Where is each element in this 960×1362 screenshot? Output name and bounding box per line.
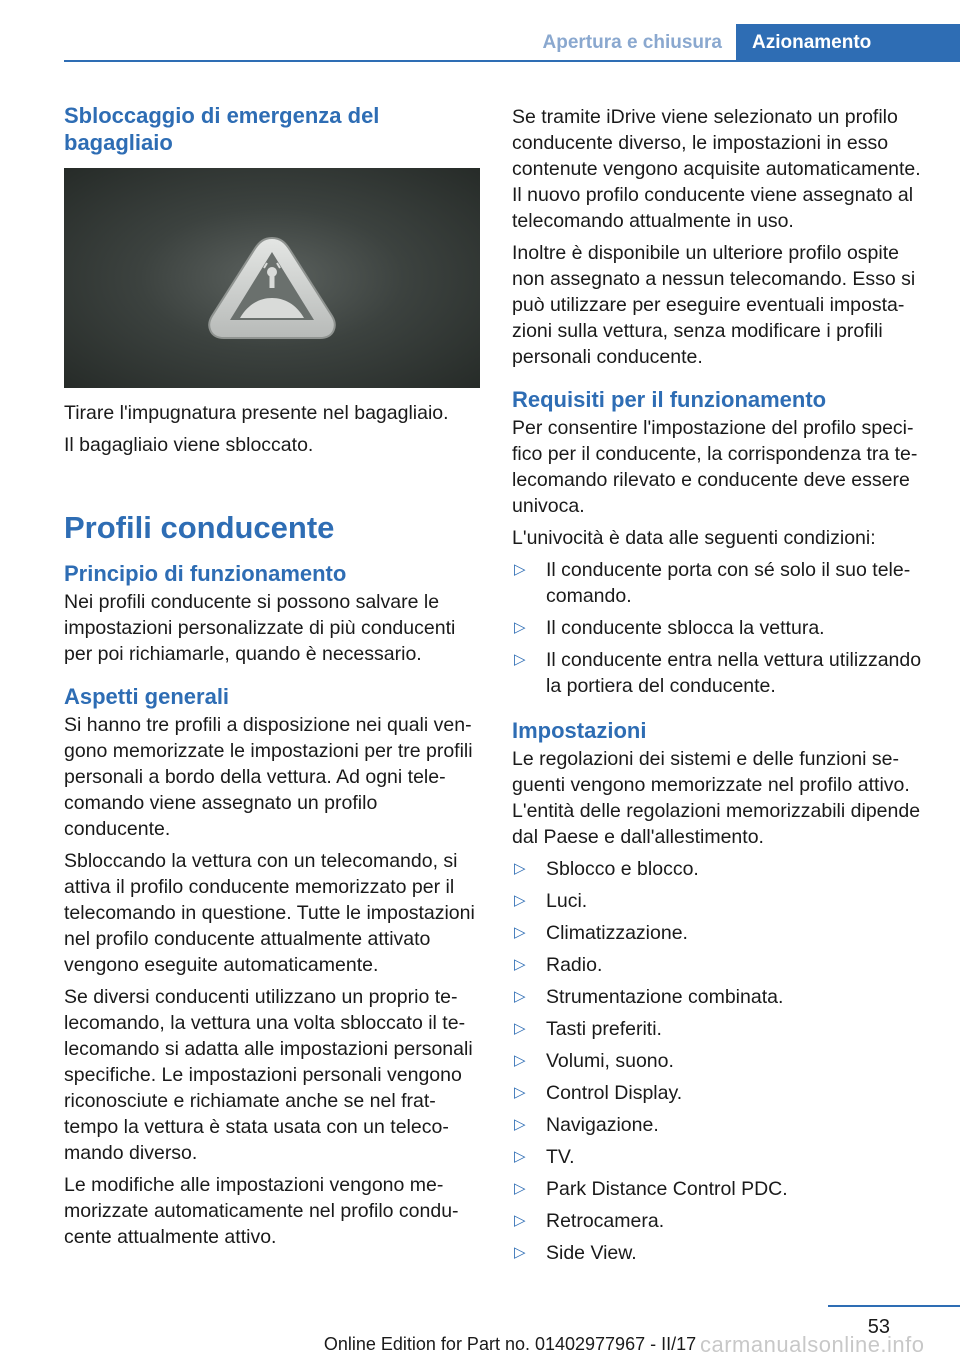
idrive-profile-paragraph: Se tramite iDrive viene selezionato un profilo conducente diverso, le impostazioni in esso contenute vengono acquisite automaticamente. Il nuovo profilo conducente viene assegnato al telecomando attualmente in uso. [512, 106, 921, 232]
setting-text: Control Display. [546, 1082, 683, 1104]
watermark: carmanualsonline.info [700, 1332, 925, 1357]
list-item [512, 920, 928, 946]
triangle-bullet-icon: ▷ [514, 956, 526, 973]
condition-text: Il conducente porta con sé solo il suo telecomando. [546, 559, 911, 607]
list-item [512, 1208, 928, 1234]
list-item [512, 557, 928, 609]
general-heading: Aspetti generali [64, 684, 230, 709]
condition-text: Il conducente sblocca la vettura. [546, 617, 825, 639]
setting-text: Sblocco e blocco. [546, 858, 699, 880]
triangle-bullet-icon: ▷ [514, 892, 526, 909]
requirements-heading: Requisiti per il funzionamento [512, 387, 827, 412]
triangle-bullet-icon: ▷ [514, 1212, 526, 1229]
triangle-bullet-icon: ▷ [514, 619, 526, 636]
guest-profile-paragraph: Inoltre è disponibile un ulteriore profilo ospite non assegnato a nessun telecomando. Esso si può utilizzare per eseguire eventuali impostazioni sulla vettura, senza modificare i profili personali conducente. [512, 242, 916, 368]
emergency-step-2: Il bagagliaio viene sbloccato. [64, 434, 314, 456]
left-column [64, 100, 480, 1250]
conditions-list [512, 557, 928, 699]
setting-text: TV. [546, 1146, 575, 1168]
header-rule [64, 60, 960, 62]
emergency-step-1: Tirare l'impugnatura presente nel bagagliaio. [64, 402, 449, 424]
list-item [512, 856, 928, 882]
triangle-bullet-icon: ▷ [514, 1148, 526, 1165]
setting-text: Navigazione. [546, 1114, 659, 1136]
setting-text: Radio. [546, 954, 603, 976]
triangle-bullet-icon: ▷ [514, 1180, 526, 1197]
list-item [512, 1112, 928, 1138]
list-item [512, 1240, 928, 1266]
general-paragraph-1: Si hanno tre profili a disposizione nei quali vengono memorizzate le impostazioni per tre profili personali a bordo della vettura. Ad ogni telecomando viene assegnato un profilo conducente. [64, 714, 473, 840]
settings-list [512, 856, 928, 1266]
emergency-release-heading: Sbloccaggio di emergenza del bagagliaio [64, 103, 380, 155]
setting-text: Luci. [546, 890, 588, 912]
list-item [512, 1048, 928, 1074]
setting-text: Volumi, suono. [546, 1050, 674, 1072]
list-item [512, 647, 928, 699]
triangle-bullet-icon: ▷ [514, 1116, 526, 1133]
general-paragraph-3: Se diversi conducenti utilizzano un proprio telecomando, la vettura una volta sbloccato il telecomando si adatta alle impostazioni personali specifiche. Le impostazioni personali vengono riconosciute e richiamate anche se nel frattempo la vettura è stata usata con un telecomando diverso. [64, 986, 473, 1164]
trunk-release-handle-image [64, 168, 480, 388]
triangle-bullet-icon: ▷ [514, 860, 526, 877]
general-paragraph-4: Le modifiche alle impostazioni vengono memorizzate automaticamente nel profilo conducente attualmente attivo. [64, 1174, 459, 1248]
setting-text: Side View. [546, 1242, 637, 1264]
list-item [512, 1144, 928, 1170]
footer-rule [828, 1305, 960, 1307]
list-item [512, 984, 928, 1010]
setting-text: Strumentazione combinata. [546, 986, 784, 1008]
right-column [512, 100, 928, 1266]
list-item [512, 1016, 928, 1042]
trunk-handle-illustration [64, 168, 480, 388]
triangle-bullet-icon: ▷ [514, 988, 526, 1005]
condition-text: Il conducente entra nella vettura utilizzando la portiera del conducente. [546, 649, 922, 697]
triangle-bullet-icon: ▷ [514, 561, 526, 578]
chapter-title-driver-profiles: Profili conducente [64, 510, 335, 545]
list-item [512, 615, 928, 641]
settings-paragraph: Le regolazioni dei sistemi e delle funzioni seguenti vengono memorizzate nel profilo attivo. L'entità delle regolazioni memorizzabili dipende dal Paese e dall'allestimento. [512, 748, 921, 848]
header-section-label: Apertura e chiusura [542, 32, 722, 53]
header-active-tab: Azionamento [736, 24, 960, 62]
requirements-paragraph: Per consentire l'impostazione del profilo specifico per il conducente, la corrispondenza tra telecomando rilevato e conducente deve essere univoca. [512, 417, 918, 517]
triangle-bullet-icon: ▷ [514, 1052, 526, 1069]
general-paragraph-2: Sbloccando la vettura con un telecomando, si attiva il profilo conducente memorizzato per il telecomando in questione. Tutte le impostazioni nel profilo conducente attualmente attivato vengono eseguite automaticamente. [64, 850, 475, 976]
triangle-bullet-icon: ▷ [514, 651, 526, 668]
conditions-intro: L'univocità è data alle seguenti condizioni: [512, 527, 876, 549]
setting-text: Climatizzazione. [546, 922, 688, 944]
list-item [512, 1080, 928, 1106]
list-item [512, 1176, 928, 1202]
triangle-bullet-icon: ▷ [514, 1020, 526, 1037]
list-item [512, 952, 928, 978]
triangle-bullet-icon: ▷ [514, 1244, 526, 1261]
settings-heading: Impostazioni [512, 718, 647, 743]
setting-text: Park Distance Control PDC. [546, 1178, 788, 1200]
principle-heading: Principio di funzionamento [64, 561, 347, 586]
setting-text: Tasti preferiti. [546, 1018, 662, 1040]
edition-line: Online Edition for Part no. 01402977967 - II/17 [323, 1334, 697, 1354]
triangle-bullet-icon: ▷ [514, 924, 526, 941]
list-item [512, 888, 928, 914]
principle-text: Nei profili conducente si possono salvare le impostazioni personalizzate di più conducenti per poi richiamarle, quando è necessario. [64, 591, 456, 665]
triangle-bullet-icon: ▷ [514, 1084, 526, 1101]
page-number: 53 [867, 1316, 890, 1338]
setting-text: Retrocamera. [546, 1210, 665, 1232]
